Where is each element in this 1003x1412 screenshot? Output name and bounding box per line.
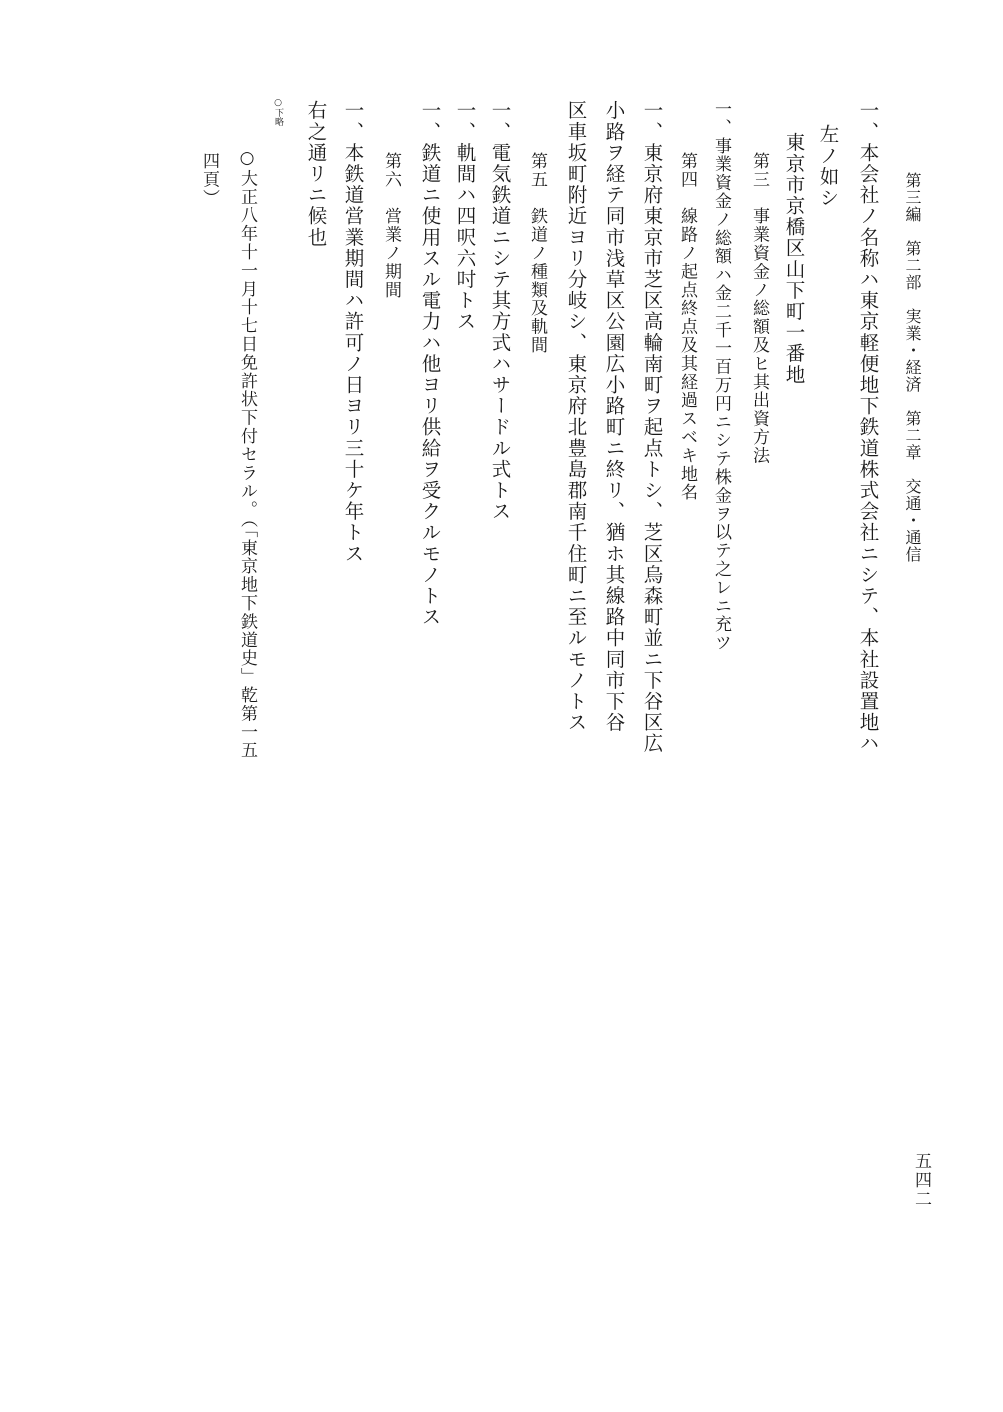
text-column: 一、本鉄道営業期間ハ許可ノ日ヨリ三十ケ年トス bbox=[341, 100, 365, 565]
footnote-column: 四頁） bbox=[199, 152, 219, 208]
running-header: 第三編 第二部 実業・経済 第二章 交通・通信 bbox=[903, 172, 922, 563]
section-heading: 第四 線路ノ起点終点及其経過スベキ地名 bbox=[677, 152, 697, 502]
section-heading: 第六 営業ノ期間 bbox=[381, 152, 401, 300]
page-number: 五四二 bbox=[911, 1152, 931, 1209]
text-column: 一、本会社ノ名称ハ東京軽便地下鉄道株式会社ニシテ、本社設置地ハ bbox=[856, 100, 880, 755]
text-column: 小路ヲ経テ同市浅草区公園広小路町ニ終リ、猶ホ其線路中同市下谷 bbox=[602, 100, 626, 733]
text-column: 一、鉄道ニ使用スル電力ハ他ヨリ供給ヲ受クルモノトス bbox=[418, 100, 442, 628]
text-column: 一、事業資金ノ総額ハ金二千一百万円ニシテ株金ヲ以テ之レニ充ツ bbox=[711, 100, 731, 652]
text-column: 一、電気鉄道ニシテ其方式ハサードル式トス bbox=[488, 100, 512, 522]
text-column: 一、軌間ハ四呎六吋トス bbox=[453, 100, 477, 333]
section-heading: 第五 鉄道ノ種類及軌間 bbox=[527, 152, 547, 355]
omission-note: ○下略 bbox=[273, 98, 283, 126]
text-column: 右之通リニ候也 bbox=[304, 100, 328, 248]
footnote-column: ○大正八年十一月十七日免許状下付セラル。（「東京地下鉄道史」乾第一五 bbox=[237, 148, 257, 760]
section-heading: 第三 事業資金ノ総額及ヒ其出資方法 bbox=[749, 152, 769, 465]
text-column: 左ノ如シ bbox=[816, 124, 840, 209]
text-column: 区車坂町附近ヨリ分岐シ、東京府北豊島郡南千住町ニ至ルモノトス bbox=[564, 100, 588, 733]
text-column: 東京市京橋区山下町一番地 bbox=[782, 132, 806, 386]
text-column: 一、東京府東京市芝区高輪南町ヲ起点トシ、芝区烏森町並ニ下谷区広 bbox=[640, 100, 664, 755]
